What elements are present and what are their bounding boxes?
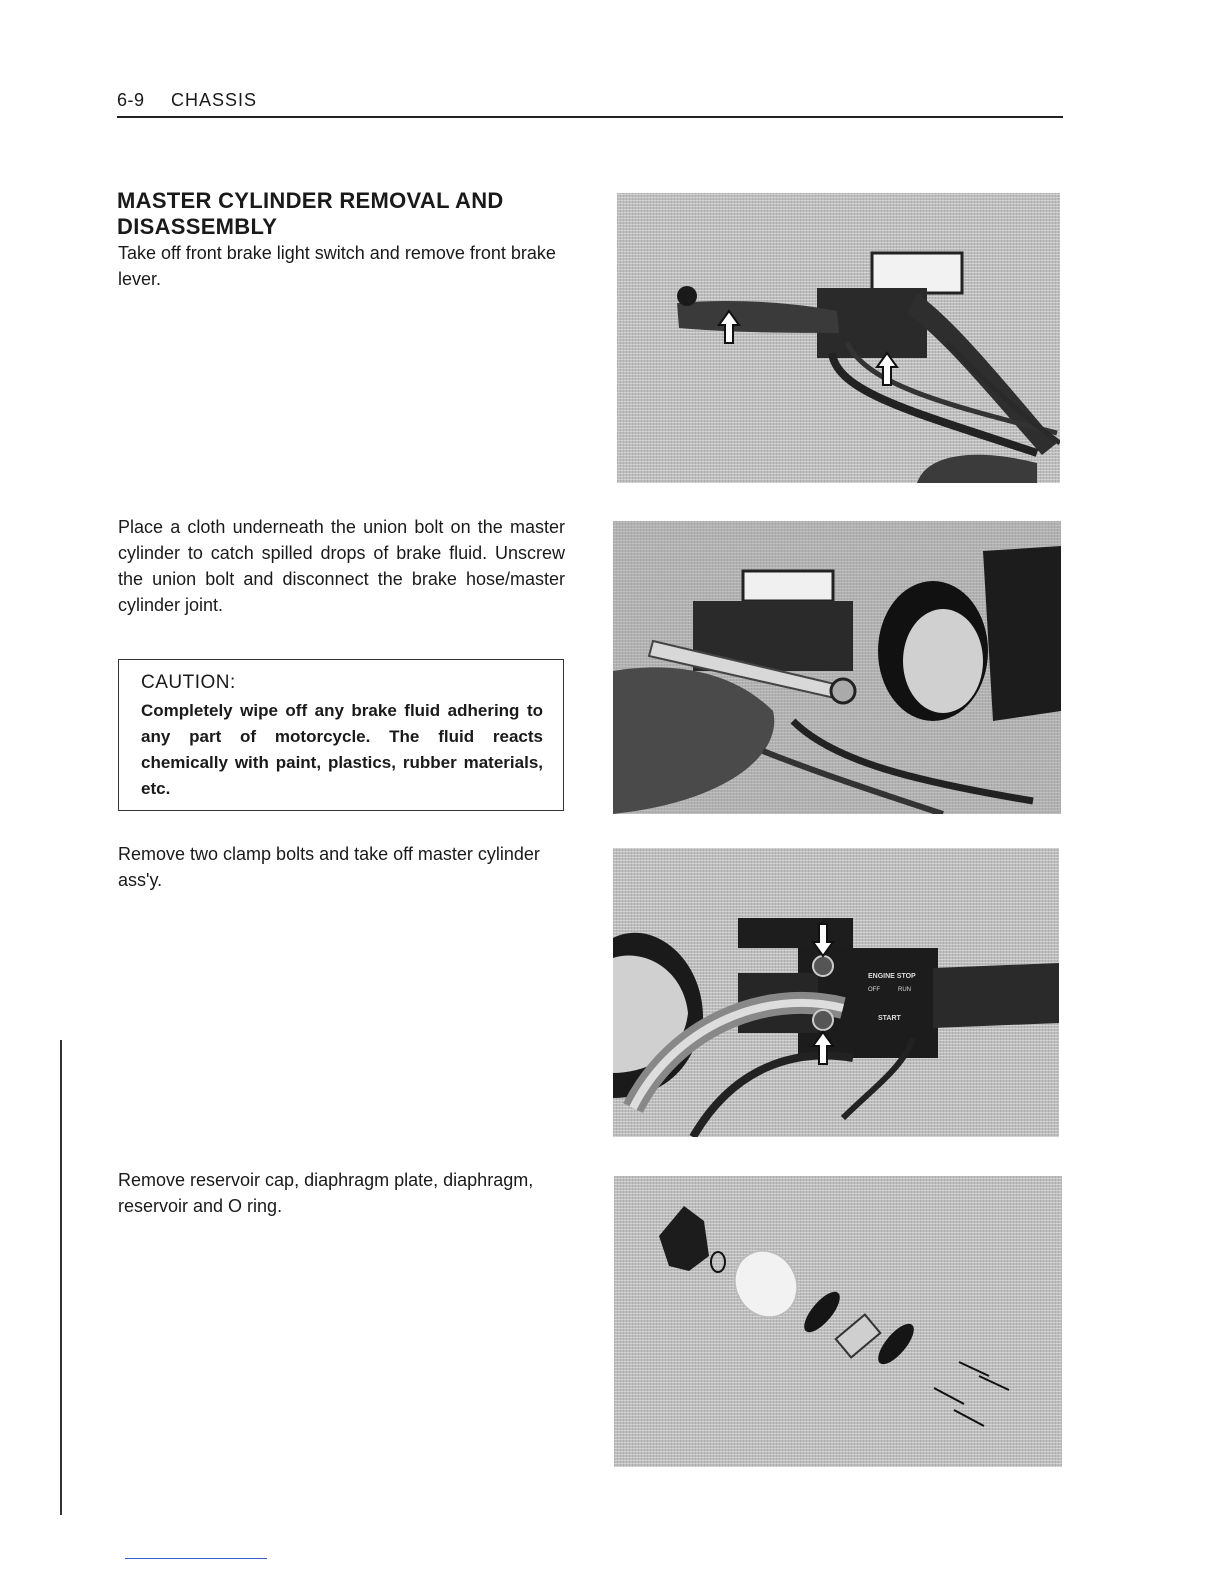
photo-union-bolt-illustration [613,521,1061,814]
label-off: OFF [868,987,880,993]
photo-disassembled-parts [614,1176,1062,1467]
photo-brake-lever-illustration [617,193,1060,483]
step-text-1: Take off front brake light switch and remove front brake lever. [118,243,556,289]
footer-line [125,1558,267,1559]
photo-brake-lever-removal [617,193,1060,483]
label-run: RUN [898,987,911,993]
section-title: MASTER CYLINDER REMOVAL AND DISASSEMBLY [117,188,504,239]
photo-clamp-bolts [613,848,1059,1137]
step-text-3: Remove two clamp bolts and take off master cylinder ass'y. [118,844,540,890]
label-start: START [878,1015,901,1022]
caution-box [118,659,564,811]
label-engine-stop: ENGINE STOP [868,973,916,980]
page-number: 6-9 [117,90,145,110]
photo-disassembled-parts-illustration [614,1176,1062,1467]
margin-line [60,1040,62,1515]
caution-text: Completely wipe off any brake fluid adhering to any part of motorcycle. The fluid reacts chemically with paint, plastics, rubber materials, etc. [141,701,543,798]
section-name: CHASSIS [171,90,258,110]
photo-clamp-bolts-illustration [613,848,1059,1137]
step-text-2: Place a cloth underneath the union bolt on the master cylinder to catch spilled drops of brake fluid. Unscrew the union bolt and disconnect the brake hose/master cylinder joint. [118,517,565,615]
photo-union-bolt-removal [613,521,1061,814]
caution-title: CAUTION: [141,672,236,693]
page-header [117,88,1063,118]
step-text-4: Remove reservoir cap, diaphragm plate, diaphragm, reservoir and O ring. [118,1170,534,1216]
